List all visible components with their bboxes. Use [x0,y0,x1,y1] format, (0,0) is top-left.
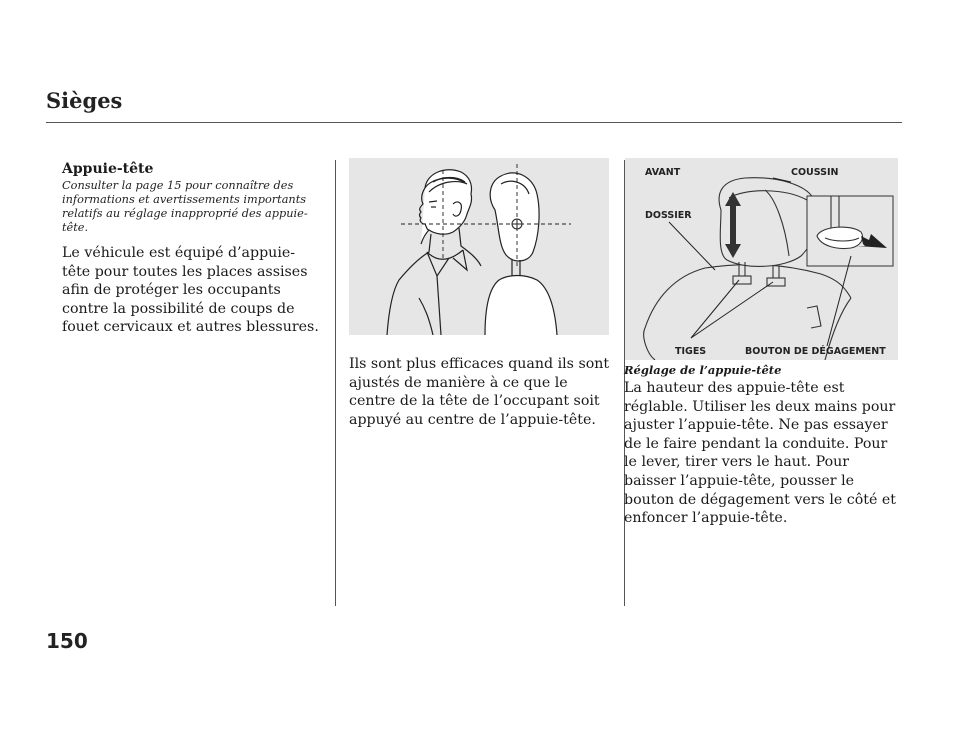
column-divider-left [335,160,336,606]
head-restraint-alignment-icon [349,158,609,335]
subheading: Appuie-tête [62,161,154,177]
page-title: Sièges [46,88,123,113]
intro-paragraph: Le véhicule est équipé d’appuie-tête pour toutes les places assises afin de protéger les occupants contre la possibilité de coups de fouet cervicaux et autres blessures. [62,245,319,336]
label-back: DOSSIER [645,210,692,221]
label-rods: TIGES [675,346,707,357]
head-position-illustration [349,158,609,335]
reference-note: Consulter la page 15 pour connaître des informations et avertissements importants relatifs au réglage inapproprié des appuie-tête. [62,179,308,234]
head-restraint-adjustment-illustration [625,158,898,360]
column-left [62,161,322,337]
label-release-button: BOUTON DE DÉGAGEMENT [745,346,886,357]
label-cushion: COUSSIN [791,167,839,178]
column-middle-text [349,355,611,429]
figure-caption: Réglage de l’appuie-tête [624,363,782,377]
head-restraint-adjustment-icon [625,158,898,360]
adjustment-paragraph: La hauteur des appuie-tête est réglable. Utiliser les deux mains pour ajuster l’appuie-tête. Ne pas essayer de le faire pendant la conduite. Pour le lever, tirer vers le haut. Pour baisser l’appuie-tête, pousser le bouton de dégagement vers le côté et enfoncer l’appuie-tête. [624,380,896,527]
column-right-text [624,379,904,528]
page-number: 150 [46,629,88,653]
effectiveness-paragraph: Ils sont plus efficaces quand ils sont ajustés de manière à ce que le centre de la tête de l’occupant soit appuyé au centre de l’appuie-tête. [349,356,610,428]
label-front: AVANT [645,167,681,178]
header-divider [46,122,902,123]
